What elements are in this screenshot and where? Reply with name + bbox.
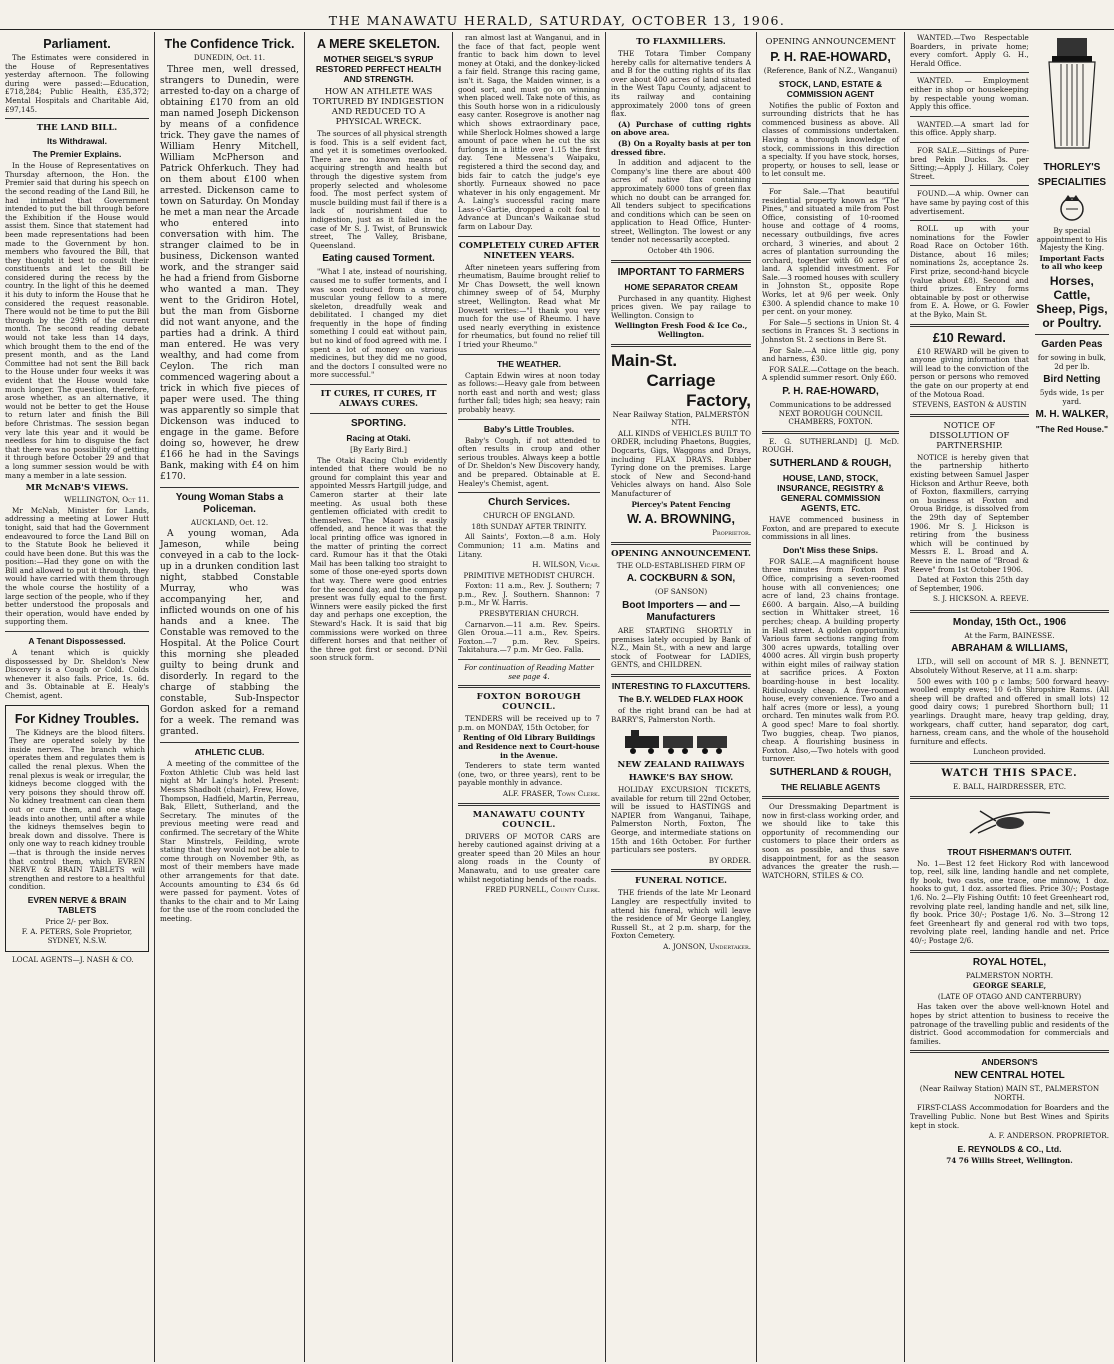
- peas-text: for sowing in bulk, 2d per lb.: [1037, 352, 1106, 371]
- column-1: [0, 32, 155, 1362]
- farmers-heading: IMPORTANT TO FARMERS: [617, 266, 745, 278]
- skeleton-sub2: HOW AN ATHLETE WAS TORTURED BY INDIGESTION AND REDUCED TO A PHYSICAL WRECK.: [312, 87, 445, 127]
- cured-heading: COMPLETELY CURED AFTER NINETEEN YEARS.: [458, 240, 600, 261]
- suth-names: E. G. SUTHERLAND] [J. McD. ROUGH.: [762, 436, 899, 455]
- confidence-heading: The Confidence Trick.: [164, 37, 295, 51]
- presby-heading: PRESBYTERIAN CHURCH.: [479, 609, 579, 619]
- kidney-price: Price 2/- per Box.: [45, 916, 109, 926]
- sale-pony: For Sale.—A nice little gig, pony and harness, £30.: [762, 345, 899, 364]
- thorley-animals: Horses, Cattle, Sheep, Pigs, or Poultry.: [1036, 273, 1108, 330]
- reward-text: £10 REWARD will be given to anyone giving information that will lead to the conviction of the person or persons who removed the gate on our property at end of the Motoua Road.: [910, 346, 1029, 399]
- county-heading: MANAWATU COUNTY COUNCIL.: [472, 809, 586, 830]
- suth-text: HAVE commenced business in Foxton, and are prepared to execute commissions in all lines.: [762, 514, 899, 542]
- mainst-line3: Factory,: [686, 390, 751, 410]
- searle-name: GEORGE SEARLE,: [972, 981, 1047, 991]
- borough-heading: FOXTON BOROUGH COUNCIL.: [476, 692, 582, 713]
- wanted-lad: WANTED.—A smart lad for this office. Apply sharp.: [910, 119, 1029, 138]
- searle-text: Has taken over the above well-known Hotel and hopes by strict attention to business to receive the patronage of the travelling public and residents of the district. Good accommodation for commercials and families.: [910, 1002, 1109, 1046]
- mcnab-text: Mr McNab, Minister for Lands, addressing a meeting at Lower Hutt tonight, said that had the Government endeavoured to force the Land Bill on to the Statute Book he believed it could have been done. But this was the position:—Had they gone on with the Bill and allowed to put it through, they would have carried with them through the whole course the hostility of a large section of the people, who if they better understood the proposals and their operation, would have ended by supporting them.: [5, 505, 149, 627]
- dissolution-heading: NOTICE OF DISSOLUTION OF PARTNERSHIP.: [929, 420, 1010, 451]
- funeral-text: THE friends of the late Mr Leonard Langley are respectfully invited to attend his funeral, which will leave the residence of Mr George Langley, Russell St., at 2 p.m. sharp, for the Foxton Cemetery.: [611, 888, 751, 941]
- flax-text: THE Totara Timber Company hereby calls for alternative tenders A and B for the cutting rights of its flax over about 400 acres of land situated in the West Tapu County, adjacent to its railway and containing approximately 2000 tons of green flax.: [611, 49, 751, 119]
- tenant-text: A tenant which is quickly dispossessed by Dr. Sheldon's New Discovery is a Cough or Cold. Colds whenever it also fails. Price, 1s. 6d. and 3s. Obtainable at E. Healy's Chemist, agent.: [5, 648, 149, 700]
- land-bill-text: In the House of Representatives on Thursday afternoon, the Hon. the Premier said that during his speech on the second reading of the Land Bill, he had intimated that Government intended to put the bill through before the Exhibition if the House would assist them. Since that statement had been made representations had been made to the Government by hon. members who favoured the Bill, that they thought it best to consult their constituents and let the Bill be considered during the recess by the country. In the light of this he deemed it his duty to inform the House that he considered the request reasonable. There would not be time to put the Bill through by the 29th of the current month. The second reading debate would not take less than 14 days, which brought them to the end of the present month, and as the Land Committee had not sent the Bill back to the House under four weeks it was evident that the House would take much longer. The question, therefore, arose whether, as an alternative, it would not be better to get the House to return later and finish the Bill before Christmas. The session began very late this year and it would be needless for him to disguise the fact that there was no possibility of getting it through before October 29 and that a long summer session would be with many a member in a late session.: [5, 161, 149, 480]
- thorley-top: THORLEY'S: [1043, 162, 1101, 173]
- walker-name: M. H. WALKER,: [1035, 409, 1109, 421]
- kidney-heading: For Kidney Troubles.: [14, 711, 140, 726]
- parliament-text: The Estimates were considered in the House of Representatives yesterday afternoon. The following during were passed:—Education, £718,284; Public Health, £35,372; Mental Hospitals and Charitable Aid, £97,145.: [5, 53, 149, 114]
- kidney-advert: [5, 705, 149, 952]
- forsale-ducks: FOR SALE.—Sittings of Pure-bred Pekin Ducks. 3s. per Sitting;—Apply J. Hillary, Coley Street.: [910, 145, 1029, 181]
- cockburn-boot: Boot Importers — and — Manufacturers: [622, 599, 740, 623]
- rae2-heading: P. H. RAE-HOWARD,: [782, 386, 879, 397]
- cured-text: After nineteen years suffering from rheumatism, Bauime brought relief to Mr Chas Dowsett, the well known chimney sweep of of 54, Murphy street, Wellington. Read what Mr Dowsett writes:—"I thank you very much for the use of Rheumo. I have used nearly everything in existence for rheumatics, but found no relief till I tried your Rheumo.": [458, 262, 600, 349]
- central-text: FIRST-CLASS Accommodation for Boarders and the Travelling Public. None but Best Wines and Spirits kept in stock.: [910, 1103, 1109, 1130]
- flaxcutters-heading: INTERESTING TO FLAXCUTTERS.: [611, 680, 751, 691]
- abraham-sub: LTD., will sell on account of MR S. J. BENNETT, Absolutely Without Reserve, at 11 a.m. sharp:: [910, 657, 1109, 676]
- peas-heading: Garden Peas: [1041, 338, 1103, 350]
- torment-heading: Eating caused Torment.: [322, 253, 435, 265]
- stab-text: A young woman, Ada Jameson, while being conveyed in a cab to the lock-up in a drunken condition last night, stabbed Constable Murray, who was accompanying her, and inflicted wounds on one of his hands and a knee. The Constable was removed to the Hospital. At the Police Court this morning she pleaded guilty to being drunk and disorderly. In regard to the charge of stabbing the constable, Sub-Inspector Gordon asked for a remand for a week. The remand was granted.: [160, 529, 299, 738]
- mainst-text: ALL KINDS of VEHICLES BUILT TO ORDER, including Phaetons, Buggies, Dogcarts, Gigs, Waggons and Drays, including FLAX DRAYS. Rubber Tyring done on the premises. Large stock of New and Second-hand Vehicles always on hand. Also Sole Manufacturer of: [611, 428, 751, 498]
- confidence-place: DUNEDIN, Oct. 11.: [193, 53, 266, 62]
- rae2-text: Communications to be addressed NEXT BOROUGH COUNCIL CHAMBERS, FOXTON.: [769, 400, 892, 427]
- sale-cottage: FOR SALE.—Cottage on the beach. A splendid summer resort. Only £60.: [762, 364, 899, 383]
- methodist-text: Foxton: 11 a.m., Rev. J. Southern; 7 p.m., Rev. J. Southern. Shannon: 7 p.m., Mr W. Harris.: [458, 581, 600, 608]
- funeral-heading: FUNERAL NOTICE.: [635, 876, 727, 887]
- borough-text2: Tenderers to state term wanted (one, two, or three years), rent to be payable monthly in advance.: [458, 761, 600, 788]
- cockburn-of: (OF SANSON): [654, 587, 708, 597]
- browning-name: W. A. BROWNING,: [627, 512, 735, 527]
- flax-text2: In addition and adjacent to the Company's line there are about 400 acres of native flax containing approximately 6000 tons of green flax which no doubt can be arranged for. All tenders subject to specifications and conditions which can be seen on application to Head Office, Hunter-street, Wellington. The lowest or any tender not necessarily accepted.: [611, 158, 751, 245]
- classifieds: [910, 34, 1029, 606]
- reynolds-address: 74 76 Willis Street, Wellington.: [946, 1155, 1073, 1165]
- athletic-text: A meeting of the committee of the Foxton Athletic Club was held last night at Mr Laing's hotel. Present: Messrs Shadbolt (chair), Frew, Howe, Thompson, Hadfield, Martin, Perreau, Bak, Ellett, Sutherland, and the Secretary. The minutes of the previous meeting were read and confirmed. The secretary of the White Star Minstrels, Feilding, wrote stating that they would not be able to come through on November 9th, as most of their members have made other arrangements for that date. Accounts amounting to £34 6s 6d were passed for payment. Votes of thanks to the chair and to Mr Laing for the use of the room concluded the meeting.: [160, 759, 299, 923]
- column-5: [606, 32, 757, 1362]
- mainst-fencing: Piercey's Patent Fencing: [631, 499, 731, 509]
- continuation-note: For continuation of Reading Matter see page 4.: [464, 663, 594, 681]
- skeleton-heading: A MERE SKELETON.: [317, 37, 440, 51]
- royal-hotel: ROYAL HOTEL,: [972, 956, 1047, 968]
- tenant-heading: A Tenant Dispossessed.: [28, 636, 126, 647]
- central-hotel: NEW CENTRAL HOTEL: [954, 1070, 1065, 1082]
- hawkes-heading: HAWKE'S BAY SHOW.: [628, 773, 734, 784]
- stock-list: 500 ewes with 100 p c lambs; 500 forward heavy-woolled empty ewes; 10 6-th Shropshire Rams. (All sheep will be drafted and offered in small lots) 12 good dairy cows; 1 purebred Shorthorn bull; 11 yearlings. Draught mare, heavy trap gelding, dray, workgears, chaff cutter, hand separator, dog cart, harness, cream cans, and the whole of the household furniture and effects.: [910, 676, 1109, 746]
- hawkes-sig: BY ORDER.: [708, 855, 751, 865]
- nzr-heading: NEW ZEALAND RAILWAYS: [617, 760, 745, 771]
- rae-sub: (Reference, Bank of N.Z., Wanganui): [763, 66, 898, 75]
- borough-sig: ALF. FRASER, Town Clerk.: [502, 788, 600, 798]
- searle-sub: (LATE OF OTAGO AND CANTERBURY): [937, 991, 1082, 1001]
- weather-text: Captain Edwin wires at noon today as follows:—Heavy gale from between north east and north and west; glass further fall; tides high; sea heavy; rain probably heavy.: [458, 370, 600, 414]
- baby-text: Baby's Cough, if not attended to often results in croup and other serious troubles. Always keep a bottle of Dr. Sheldon's New Discovery handy, and be prepared. Obtainable at E. Healey's Chemist, agent.: [458, 435, 600, 488]
- premier-heading: The Premier Explains.: [32, 149, 122, 160]
- skeleton-sub: MOTHER SEIGEL'S SYRUP RESTORED PERFECT HEALTH AND STRENGTH.: [315, 54, 442, 84]
- flax-date: October 4th 1906.: [647, 246, 715, 256]
- luncheon: Luncheon provided.: [973, 747, 1046, 757]
- reward-sig: STEVENS, EASTON & AUSTIN: [912, 400, 1027, 410]
- snips-text: FOR SALE.—A magnificent house three minutes from Foxton Post Office, comprising a seven-roomed house with all conveniences; one acre of land, 23 chains frontage. £600. A bargain. Also,—A building section in Whittaker street, 16 perches; cheap. A building property in Hall street. A golden opportunity. Various farm sections ranging from 300 acres upwards, totalling over 4000 acres. All virgin bush property within eight miles of railway station at sacrifice prices. A Foxton boarding-house in best locality. Ridiculously cheap. A five-roomed house, every convenience. Two and a half acres (more or less), a young orchard. Ten minutes walk from P.O. A good spec! Mare to foal shortly. Two buggies, cheap. Two pianos, cheap. A flourishing business in Foxton. Also,—Two hotels with good turnover.: [762, 556, 899, 764]
- sale-sections: For Sale—5 sections in Union St. 4 sections in Frances St. 3 sections in Johnston St. 2 sections in Bere St.: [762, 317, 899, 345]
- farm-text: At the Farm, BAINESSE.: [964, 630, 1055, 640]
- abraham-heading: ABRAHAM & WILLIAMS,: [951, 643, 1068, 655]
- cockburn-opening: OPENING ANNOUNCEMENT.: [611, 548, 751, 559]
- column-3: [305, 32, 453, 1362]
- church-text: All Saints', Foxton.—8 a.m. Holy Communion; 11 a.m. Matins and Litany.: [458, 532, 600, 559]
- forsale-text: For Sale.—That beautiful residential property known as "The Pines," and situated a mile from Post Office, consisting of 10-roomed house and cottage of 4 rooms, necessary outbuildings, five acres orchard, 3 wineries, and about 2 acres of plantation surrounding the orchard, together with 60 acres of land. A splendid investment. For Sale.—3 roomed houses with scullery in Johnston St., opposite Rope Works, let at 9/6 per week. Only £300. A splendid chance to make 10 per cent. on your money.: [762, 186, 899, 317]
- central-sig: A. F. ANDERSON. PROPRIETOR.: [988, 1131, 1109, 1141]
- browning-role: Proprietor.: [712, 528, 751, 538]
- thorley-facts: Important Facts to all who keep: [1039, 253, 1105, 272]
- farmers-company: Wellington Fresh Food & Ice Co., Wellington.: [614, 321, 748, 340]
- kidney-agent: F. A. PETERS, Sole Proprietor, SYDNEY, N.S.W.: [21, 927, 133, 946]
- stab-heading: Young Woman Stabs a Policeman.: [175, 491, 284, 515]
- church-heading: Church Services.: [488, 497, 570, 509]
- farmers-sub: HOME SEPARATOR CREAM: [624, 281, 738, 292]
- train-icon: [621, 728, 741, 756]
- local-agents: LOCAL AGENTS—J. NASH & CO.: [12, 954, 134, 964]
- mainst-line1: Main-St.: [611, 350, 678, 370]
- rae-heading: P. H. RAE-HOWARD,: [770, 50, 891, 64]
- racing-heading: Racing at Otaki.: [346, 433, 411, 444]
- suth2-sub: THE RELIABLE AGENTS: [780, 782, 881, 792]
- racing-continued: ran almost last at Wanganui, and in the face of that fact, people went frantic to back him down to level money at Otaki, and the donkey-licked a fair field. Strange this racing game, isn't it. Saga, the Maiden winner, is a good sort, and must go on winning when placed well. Take note of this, as this South horse won in a ridiculously easy canter. Rosegrove is another nag which shows extraordinary pace, while Sherlock Holmes showed a large amount of pace when he cut the six furlongs in a little over 1.15 the first day. Tene Messena's Waipaku, registered a third the second day, and bids fair to catch the judge's eye shortly. Furneaux showed no pace whatever in his only engagement. Mr A. Laing's successful racing mare Lass-o'-Gartie, dropped a colt foal to Advance at Duncan's Waikanae stud farm on Labour Day.: [458, 33, 600, 232]
- dressmaking-text: Our Dressmaking Department is now in first-class working order, and we should like to take this opportunity of recommending our customers to place their orders as soon as possible, and thus save disappointment, for as the season advances the greater the rush.—WATCHORN, STILES & CO.: [762, 802, 899, 880]
- reynolds-name: E. REYNOLDS & CO., Ltd.: [957, 1143, 1062, 1154]
- royal-crest-icon: [1052, 193, 1092, 223]
- skeleton-text: The sources of all physical strength is food. This is a self evident fact, and yet it is sometimes overlooked. There are no known means of acquiring strength and health but through the digestive system from properly selected and wholesome food. The most perfect system of muscle building must fail if there is a lack of nourishment due to indigestion, just as it failed in the case of Mr S. J. Twist, of Brunswick street, The Valley, Brisbane, Queensland.: [310, 129, 447, 250]
- torment-text: "What I ate, instead of nourishing, caused me to suffer torments, and I was soon reduced from a strong, muscular young fellow to a mere skeleton, dreadfully weak and debilitated. I changed my diet frequently in the hope of finding something I could eat without pain, but no kind of food agreed with me. I spent a lot of money on various medicines, but they did me no good, and the doctors I consulted were no more successful.": [310, 267, 447, 380]
- wanted-boarders: WANTED.—Two Respectable Boarders, in private home; every comfort. Apply G. H., Herald Office.: [910, 33, 1029, 68]
- dissolution-text: NOTICE is hereby given that the partnership hitherto existing between Samuel Jasper Hickson and Arthur Reeve, both of Foxton, flaxmillers, carrying on business at Foxton and Oroua Bridge, is dissolved from the 29th day of September 1906. Mr S. J. Hickson is retiring from the business which will be continued by Messrs E. L. Broad and A. Reeve in the name of "Broad & Reeve" from 1st October 1906.: [910, 452, 1029, 574]
- wanted-employment: WANTED. — Employment either in shop or housekeeping by respectable young woman. Apply this office.: [910, 76, 1029, 112]
- cockburn-text: ARE STARTING SHORTLY in premises lately occupied by Bank of N.Z., Main St., with a new and large stock of Footwear for LADIES, GENTS, and CHILDREN.: [611, 625, 751, 670]
- flax-option-a: (A) Purchase of cutting rights on above area.: [611, 119, 751, 138]
- presby-text: Carnarvon.—11 a.m. Rev. Speirs. Glen Oroua.—11 a.m., Rev. Speirs. Foxton.—7 p.m. Rev. Speirs. Takitahura.—7 p.m. Mr Geo. Falla.: [458, 619, 600, 655]
- kidney-brand: EVREN NERVE & BRAIN TABLETS: [27, 894, 127, 915]
- central-place: (Near Railway Station) MAIN ST., PALMERSTON NORTH.: [919, 1084, 1100, 1102]
- thorley-sub: By special appointment to His Majesty the King.: [1036, 226, 1108, 253]
- kidney-text: The Kidneys are the blood filters. They are operated solely by the inside nerves. The branch which operates them and regulates them is called the renal plexus. When the renal plexus is weak or irregular, the kidneys become clogged with the very poisons they should throw off. No kidney treatment can clean them out or cure them, and one stage leads into another, until after a while the kidneys themselves begin to break down and dissolve. There is only one way to reach kidney trouble—that is through the inside nerves that control them, which EVREN NERVE & BRAIN TABLETS will strengthen and restore to a healthful condition.: [9, 727, 145, 892]
- thorley-heading: SPECIALITIES: [1037, 177, 1107, 188]
- trout-text: No. 1—Best 12 feet Hickory Rod with lancewood top, reel, silk line, landing handle and net complete, fly book, two casts, one trace, one minnow, 1 doz. hooks to gut, 1 doz. assorted flies. Price 30/-; Postage 1/6. No. 2—Fly Fishing Outfit: 10 feet Greenheart rod, revolving plate reel, landing handle and net, silk line, fly book. Price 30/-; Postage 1/6. No. 3—Strong 12 feet Greenheart fly and general rod with two tops, revolving plate reel, landing handle and net. Price 40/-; Postage 2/6.: [910, 858, 1109, 945]
- trout-heading: TROUT FISHERMAN'S OUTFIT.: [947, 846, 1072, 857]
- redhouse-name: "The Red House.": [1035, 424, 1109, 435]
- racing-text: The Otaki Racing Club evidently intended that there would be no ground for complaint this year and appointed Messrs Hartgill judge, and Cameron starter at their late meeting. As usual both these gentlemen officiated with credit to themselves. The Maori is easily offended, and hence it was that the local printing office was ignored in the matter of printing the correct card. Rumour has it that the Otaki Mail has been talking too straight to some of those one-eyed sports down that way. There were good entries for the second day, and the company present was fully equal to the first. Winners were easily picked the first day and perhaps one exception, the Steward's Hack. It is said that big commissions were worked on three different horses and that neither of the three got first or second. D'Nil soon struck form.: [310, 455, 447, 663]
- ball-hairdresser: E. BALL, HAIRDRESSER, ETC.: [952, 782, 1067, 791]
- suth-heading: SUTHERLAND & ROUGH,: [769, 457, 892, 469]
- mcnab-place: WELLINGTON, Oct 11.: [64, 495, 149, 505]
- suth-role: HOUSE, LAND, STOCK, INSURANCE, REGISTRY & GENERAL COMMISSION AGENTS, ETC.: [777, 472, 884, 513]
- athletic-heading: ATHLETIC CLUB.: [194, 747, 265, 758]
- borough-bold: Renting of Old Library Buildings and Residence next to Court-house in the Avenue.: [458, 733, 600, 760]
- fly-fishing-icon: [960, 803, 1060, 843]
- by-hook-heading: The B.Y. WELDED FLAX HOOK: [618, 693, 744, 704]
- cockburn-name: A. COCKBURN & SON,: [626, 573, 736, 585]
- roll-up: ROLL up with your nominations for the Fowler Road Race on October 16th. Distance, about 16 miles; nominations 2s, acceptance 2s. First prize, second-hand bicycle (value about £8). Second and third prizes. Entry forms obtainable by post or otherwise from E. A. Howe, or G. Fowler at the Byko, Main St.: [910, 224, 1029, 320]
- found-whip: FOUND.—A whip. Owner can have same by paying cost of this advertisement.: [910, 189, 1029, 216]
- church-vicar: H. WILSON, Vicar.: [532, 560, 600, 570]
- dissolution-date: Dated at Foxton this 25th day of September, 1906.: [910, 575, 1029, 593]
- racing-byline: [By Early Bird.]: [350, 445, 407, 455]
- anderson-heading: ANDERSON'S: [981, 1057, 1038, 1068]
- monday-heading: Monday, 15th Oct., 1906: [952, 616, 1067, 628]
- mcnab-heading: MR McNAB'S VIEWS.: [25, 483, 129, 494]
- watch-space: WATCH THIS SPACE.: [941, 768, 1078, 779]
- parliament-heading: Parliament.: [43, 37, 111, 51]
- church-england: CHURCH OF ENGLAND.: [483, 511, 575, 521]
- weather-heading: THE WEATHER.: [496, 358, 562, 369]
- cures-heading: IT CURES, IT CURES, IT ALWAYS CURES.: [320, 389, 437, 410]
- dissolution-sig: S. J. HICKSON. A. REEVE.: [933, 594, 1029, 604]
- baby-heading: Baby's Little Troubles.: [483, 423, 575, 434]
- bird-text: 5yds wide, 1s per yard.: [1039, 388, 1104, 406]
- snips-heading: Don't Miss these Snips.: [782, 544, 879, 555]
- column-6: [757, 32, 905, 1362]
- land-bill-heading: THE LAND BILL.: [36, 123, 118, 134]
- county-text: DRIVERS OF MOTOR CARS are hereby cautioned against driving at a greater speed than 20 Miles an hour along roads in the County of Manawatu, and to use greater care whilst negotiating bends of the roads.: [458, 831, 600, 884]
- flax-option-b: (B) On a Royalty basis at per ton dressed fibre.: [611, 138, 751, 157]
- royal-place: PALMERSTON NORTH.: [965, 970, 1054, 980]
- flax-heading: TO FLAXMILLERS.: [636, 37, 726, 47]
- rae-text: Notifies the public of Foxton and surrounding districts that he has commenced business as above. All classes of commissions undertaken. Having a thorough knowledge of stock, commissions in this direction a specialty. If you have stock, horses, property, or houses to sell, lease or to let consult me.: [762, 100, 899, 179]
- mainst-place: Near Railway Station, PALMERSTON NTH.: [612, 409, 750, 428]
- borough-text: TENDERS will be received up to 7 p.m. on MONDAY, 15th October, for: [458, 714, 600, 732]
- hawkes-text: HOLIDAY EXCURSION TICKETS, available for return till 22nd October, will be issued to HASTINGS and NAPIER from Wanganui, Taihape, Palmerston North, Foxton, The George, and intermediate stations on 15th and 16th October. For further particulars see posters.: [611, 785, 751, 855]
- county-sig: FRED PURNELL, County Clerk.: [485, 885, 600, 895]
- rae-opening: OPENING ANNOUNCEMENT: [765, 37, 896, 47]
- bird-heading: Bird Netting: [1043, 374, 1101, 386]
- thorley-advert: [1035, 34, 1109, 606]
- reward-heading: £10 Reward.: [932, 330, 1006, 345]
- mainst-line2: Carriage: [646, 370, 716, 390]
- masthead: THE MANAWATU HERALD, SATURDAY, OCTOBER 13, 1906.: [0, 0, 1114, 30]
- church-sunday: 18th SUNDAY AFTER TRINITY.: [471, 521, 587, 531]
- by-hook-text: of the right brand can be had at BARRY'S, Palmerston North.: [611, 705, 751, 724]
- confidence-text: Three men, well dressed, strangers to Dunedin, were arrested to-day on a charge of obtaining £170 from an old man named Joseph Dickenson by means of a confidence trick. They gave the names of William Henry Mitchell, William McPherson and Patrick Ohferkuch. They had on them about £100 when arrested. Dickenson came to town on Saturday. On Monday he met a man near the Arcade who entered into conversation with him. The stranger claimed to be in business, Dickenson wanted work, and the stranger said he had a friend from Gisborne who wanted a man. They went to the Gridiron Hotel, but the man from Gisborne did not want anyone, and the parties had a drink. A third man entered. He was very wealthy, and had come from Ceylon. The rich man commenced wagering about a trick in which five pieces of paper were used. The thing was apparently so simple that Dickenson was induced to engage in the game. Before doing so, however, he drew £166 he had in the Savings Bank, making with £4 on him £170.: [160, 64, 299, 482]
- column-7: [905, 32, 1114, 1362]
- suth2-heading: SUTHERLAND & ROUGH,: [769, 767, 892, 778]
- column-4: [453, 32, 606, 1362]
- sporting-heading: SPORTING.: [350, 418, 406, 430]
- ornament-tassel-icon: [1037, 38, 1107, 158]
- withdrawal-heading: Its Withdrawal.: [47, 136, 107, 147]
- rae-role: STOCK, LAND, ESTATE & COMMISSION AGENT: [778, 78, 883, 99]
- stab-place: AUCKLAND, Oct. 12.: [190, 517, 269, 527]
- cockburn-pre: THE OLD-ESTABLISHED FIRM OF: [616, 560, 746, 570]
- column-2: [155, 32, 305, 1362]
- funeral-sig: A. JONSON, Undertaker.: [663, 942, 751, 951]
- methodist-heading: PRIMITIVE METHODIST CHURCH.: [463, 570, 595, 580]
- farmers-text: Purchased in any quantity. Highest prices given. We pay railage to Wellington. Consign to: [611, 293, 751, 320]
